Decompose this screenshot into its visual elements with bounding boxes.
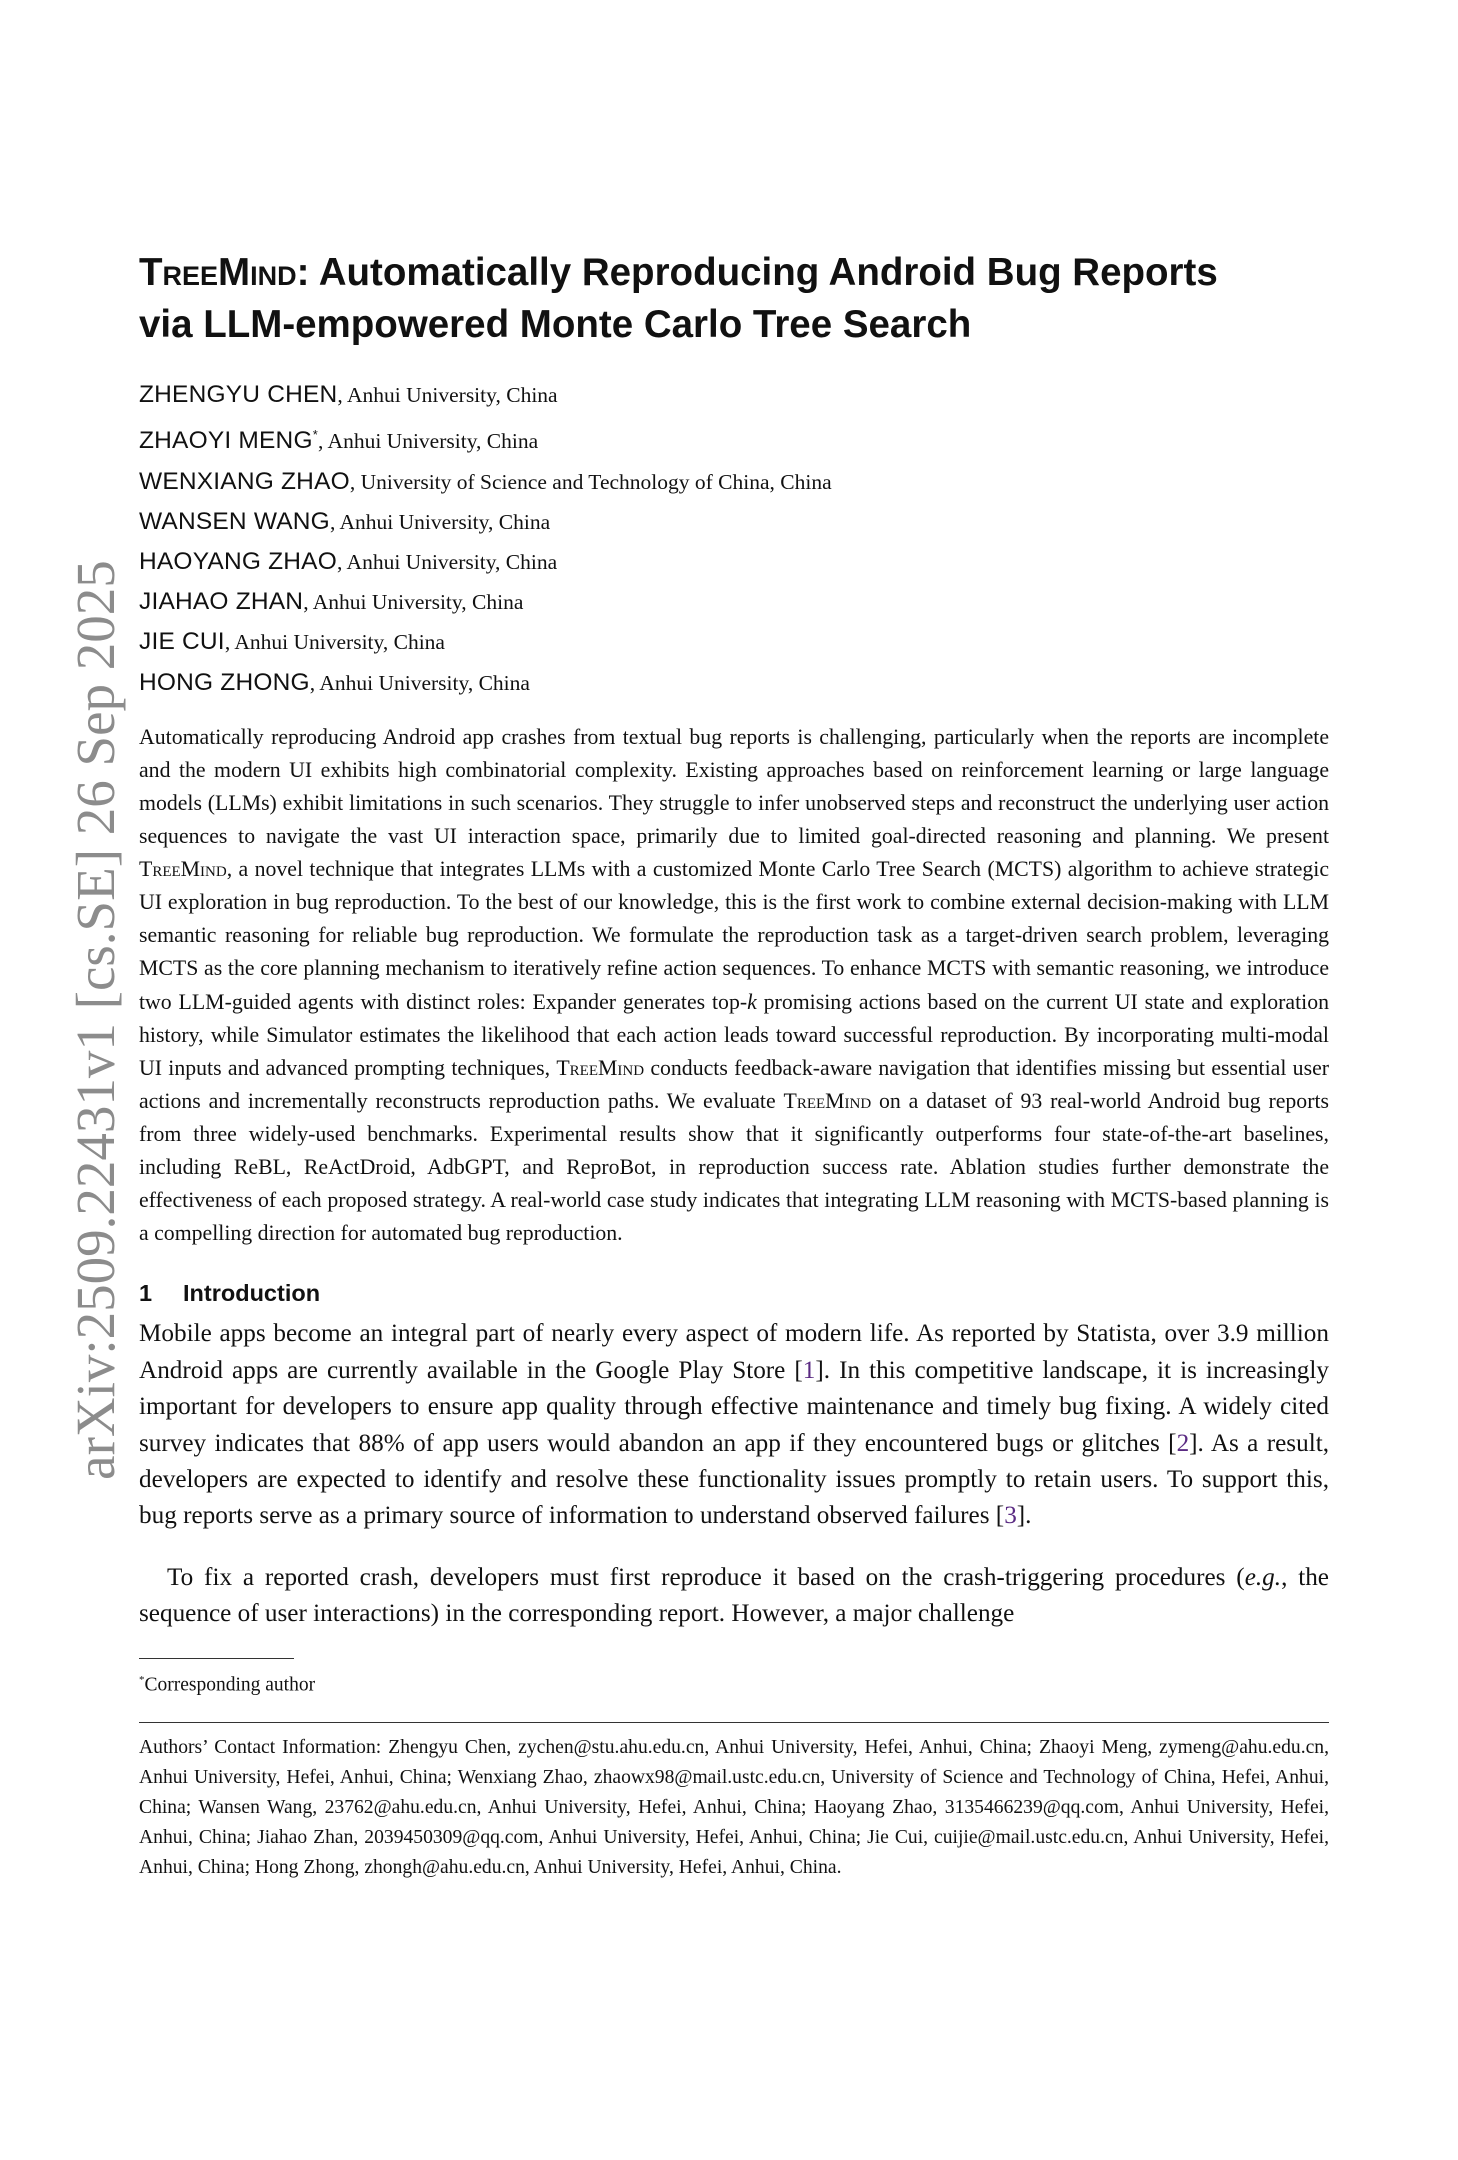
footnote-marker: * — [139, 1673, 145, 1686]
arxiv-identifier-stamp: arXiv:2509.22431v1 [cs.SE] 26 Sep 2025 — [65, 560, 126, 1480]
author-affiliation: , Anhui University, China — [337, 383, 558, 407]
paper-title — [139, 247, 1329, 351]
math-variable: k — [747, 989, 757, 1014]
author-affiliation: , University of Science and Technology of China, China — [349, 469, 832, 494]
system-name: TreeMind — [783, 1088, 872, 1113]
abstract-text: conducts feedback-aware navigation that identifies missing but essential user actions and incrementally reconstructs reproduction paths. We evaluate — [139, 1055, 1330, 1113]
section-title: Introduction — [183, 1280, 321, 1307]
author-affiliation: , Anhui University, China — [329, 509, 551, 534]
author-affiliation: , Anhui University, China — [303, 590, 524, 615]
paragraph-text: ]. — [1016, 1502, 1032, 1530]
intro-paragraph — [139, 1316, 1329, 1534]
author-entry — [139, 375, 1329, 415]
paragraph-text: ]. As a result, developers are expected to identify and resolve these functionality issues promptly to retain users. To support this, bug reports serve as a primary source of information to understand observed failures [ — [139, 1429, 1329, 1530]
author-entry — [139, 582, 1329, 622]
system-name: TreeMind — [556, 1055, 645, 1080]
author-list — [139, 375, 1329, 703]
paragraph-text: To fix a reported crash, developers must first reproduce it based on the crash-triggering procedures ( — [167, 1563, 1245, 1591]
author-name: WANSEN WANG — [139, 507, 330, 535]
footnote-text: Corresponding author — [144, 1674, 316, 1696]
author-affiliation: , Anhui University, China — [317, 429, 539, 454]
author-name: JIAHAO ZHAN — [139, 588, 304, 616]
author-name — [139, 427, 318, 454]
author-affiliation: , Anhui University, China — [224, 630, 445, 655]
author-entry — [139, 663, 1329, 703]
abstract-text: on a dataset of 93 real-world Android bug reports from three widely-used benchmarks. Experimental results show that it significantly outperforms four state-of-the-art baselines, including ReBL, ReActDroid, AdbGPT, and ReproBot, in reproduction success rate. Ablation studies further demonstrate the effectiveness of each proposed strategy. A real-world case study indicates that integrating LLM reasoning with MCTS-based planning is a compelling direction for automated bug reproduction. — [139, 1088, 1329, 1246]
section-heading — [139, 1274, 1329, 1312]
intro-paragraph — [139, 1560, 1329, 1633]
author-name: HAOYANG ZHAO — [139, 547, 337, 575]
footnote-divider — [139, 1658, 294, 1659]
system-name: TreeMind — [139, 857, 227, 882]
title-line-2: via LLM-empowered Monte Carlo Tree Search — [139, 303, 972, 346]
author-entry — [139, 462, 1329, 502]
abstract-text: promising actions based on the current UI state and exploration history, while Simulator estimates the likelihood that each action leads toward successful reproduction. By incorporating multi-modal UI inputs and advanced prompting techniques, — [139, 989, 1329, 1080]
system-name: TreeMind — [139, 251, 297, 294]
author-name: WENXIANG ZHAO — [139, 467, 350, 495]
abstract — [139, 721, 1329, 1251]
contact-divider — [139, 1722, 1329, 1723]
section-number: 1 — [139, 1280, 153, 1307]
abstract-text: Automatically reproducing Android app crashes from textual bug reports is challenging, particularly when the reports are incomplete and the modern UI exhibits high combinatorial complexity. Existing approaches based on reinforcement learning or large language models (LLMs) exhibit limitations in such scenarios. They struggle to infer unobserved steps and reconstruct the underlying user action sequences to navigate the vast UI interaction space, primarily due to limited goal-directed reasoning and planning. We present — [139, 724, 1329, 849]
author-entry — [139, 542, 1329, 582]
author-entry — [139, 502, 1329, 542]
corresponding-author-marker: * — [312, 427, 318, 443]
author-contact-information: Authors’ Contact Information: Zhengyu Chen, zychen@stu.ahu.edu.cn, Anhui University, Hefei, Anhui, China; Zhaoyi Meng, zymeng@ahu.edu.cn, Anhui University, Hefei, Anhui, China; Wenxiang Zhao, zhaowx98@mail.ustc.edu.cn, University of Science and Technology of China, Hefei, Anhui, China; Wansen Wang, 23762@ahu.edu.cn, Anhui University, Hefei, Anhui, China; Haoyang Zhao, 3135466239@qq.com, Anhui University, Hefei, Anhui, China; Jiahao Zhan, 2039450309@qq.com, Anhui University, Hefei, Anhui, China; Jie Cui, cuijie@mail.ustc.edu.cn, Anhui University, Hefei, Anhui, China; Hong Zhong, zhongh@ahu.edu.cn, Anhui University, Hefei, Anhui, China. — [139, 1737, 1329, 1879]
emphasis-text: e.g. — [1244, 1563, 1282, 1591]
paragraph-text: , the sequence of user interactions) in the corresponding report. However, a major challenge — [139, 1563, 1329, 1628]
author-affiliation: , Anhui University, China — [309, 670, 530, 695]
citation-link[interactable]: 3 — [1004, 1502, 1017, 1530]
author-name: HONG ZHONG — [139, 668, 310, 696]
author-entry — [139, 415, 1329, 461]
citation-link[interactable]: 1 — [802, 1356, 816, 1384]
citation-link[interactable]: 2 — [1176, 1429, 1190, 1457]
author-affiliation: , Anhui University, China — [336, 549, 558, 574]
author-entry — [139, 622, 1329, 662]
abstract-text: , a novel technique that integrates LLMs with a customized Monte Carlo Tree Search (MCTS) algorithm to achieve strategic UI exploration in bug reproduction. To the best of our knowledge, this is the first work to combine external decision-making with LLM semantic reasoning for reliable bug reproduction. We formulate the reproduction task as a target-driven search problem, leveraging MCTS as the core planning mechanism to iteratively refine action sequences. To enhance MCTS with semantic reasoning, we introduce two LLM-guided agents with distinct roles: Expander generates top- — [139, 857, 1329, 1014]
title-line-1: : Automatically Reproducing Android Bug Reports — [296, 251, 1218, 294]
author-name: ZHENGYU CHEN — [139, 381, 338, 408]
paper-page — [139, 247, 1329, 1903]
paragraph-text: ]. In this competitive landscape, it is increasingly important for developers to ensure app quality through effective maintenance and timely bug fixing. A widely cited survey indicates that 88% of app users would abandon an app if they encountered bugs or glitches [ — [139, 1356, 1329, 1457]
paragraph-text: Mobile apps become an integral part of nearly every aspect of modern life. As reported by Statista, over 3.9 million Android apps are currently available in the Google Play Store [ — [139, 1320, 1329, 1384]
author-name-text: ZHAOYI MENG — [139, 427, 313, 455]
author-name: JIE CUI — [139, 628, 225, 656]
footnote — [139, 1667, 1329, 1699]
